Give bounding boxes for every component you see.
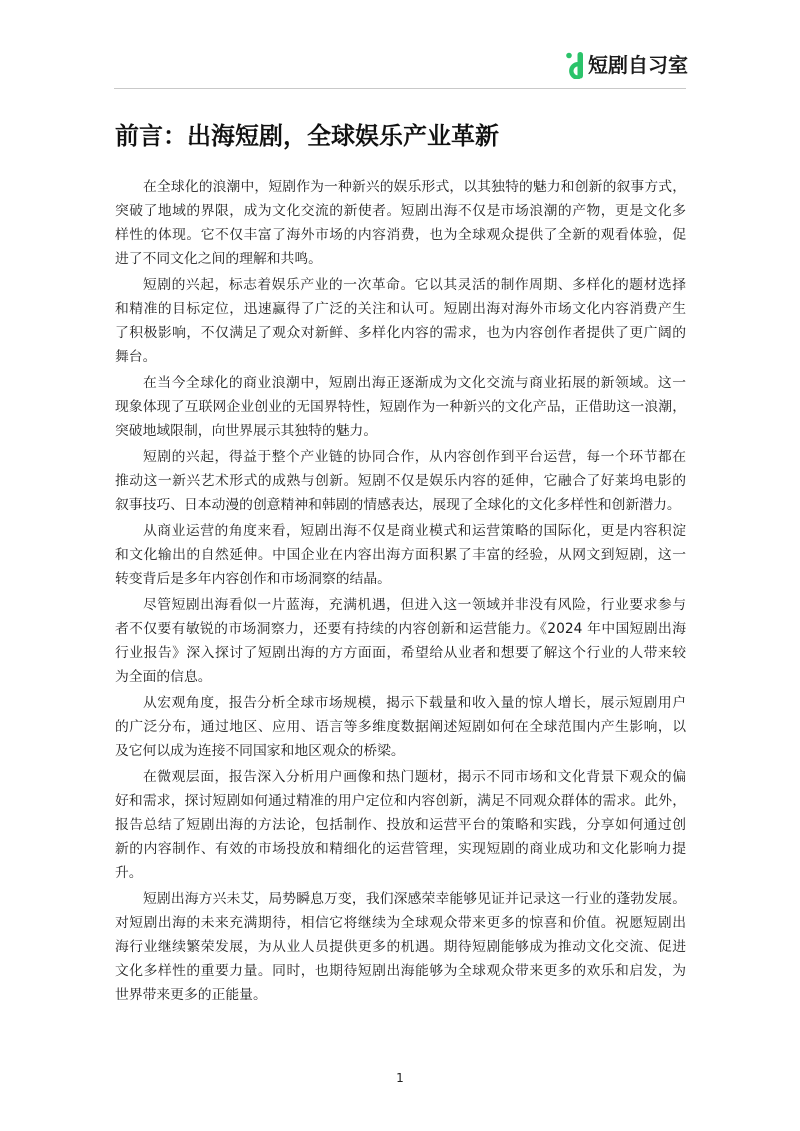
text-line: 突破地域限制，向世界展示其独特的魅力。: [115, 423, 378, 439]
text-line: 世界带来更多的正能量。: [115, 987, 267, 1003]
text-line: 者不仅要有敏锐的市场洞察力，还要有持续的内容创新和运营能力。《2024 年中国短剧出海: [115, 621, 686, 637]
text-line: 报告总结了短剧出海的方法论，包括制作、投放和运营平台的策略和实践，分享如何通过创: [115, 817, 686, 833]
text-line: 尽管短剧出海看似一片蓝海，充满机遇，但进入这一领域并非没有风险，行业要求参与: [143, 597, 686, 613]
text-line: 升。: [115, 865, 143, 881]
text-line: 好和需求，探讨短剧如何通过精准的用户定位和内容创新，满足不同观众群体的需求。此外，: [115, 793, 686, 809]
text-line: 突破了地域的界限，成为文化交流的新使者。短剧出海不仅是市场浪潮的产物，更是文化多: [115, 203, 686, 219]
text-line: 行业报告》深入探讨了短剧出海的方方面面，希望给从业者和想要了解这个行业的人带来较: [115, 645, 686, 661]
text-line: 文化多样性的重要力量。同时，也期待短剧出海能够为全球观众带来更多的欢乐和启发，为: [115, 963, 686, 979]
text-line: 和文化输出的自然延伸。中国企业在内容出海方面积累了丰富的经验，从网文到短剧，这一: [115, 547, 686, 563]
text-line: 进了不同文化之间的理解和共鸣。: [115, 251, 322, 267]
text-line: 短剧的兴起，标志着娱乐产业的一次革命。它以其灵活的制作周期、多样化的题材选择: [143, 277, 686, 293]
text-line: 短剧的兴起，得益于整个产业链的协同合作，从内容创作到平台运营，每一个环节都在: [143, 449, 686, 465]
header-divider: [114, 88, 686, 89]
text-line: 现象体现了互联网企业创业的无国界特性，短剧作为一种新兴的文化产品，正借助这一浪潮，: [115, 399, 686, 415]
text-line: 在全球化的浪潮中，短剧作为一种新兴的娱乐形式，以其独特的魅力和创新的叙事方式，: [143, 179, 686, 195]
paragraph-3: [115, 371, 686, 443]
brand-logo-icon: [565, 51, 584, 79]
text-line: 新的内容制作、有效的市场投放和精细化的运营管理，实现短剧的商业成功和文化影响力提: [115, 841, 686, 857]
text-line: 在微观层面，报告深入分析用户画像和热门题材，揭示不同市场和文化背景下观众的偏: [143, 769, 686, 785]
text-line: 从宏观角度，报告分析全球市场规模，揭示下载量和收入量的惊人增长，展示短剧用户: [143, 695, 686, 711]
page-title: 前言：出海短剧，全球娱乐产业革新: [115, 122, 499, 150]
paragraph-1: [115, 175, 686, 271]
text-line: 转变背后是多年内容创作和市场洞察的结晶。: [115, 571, 391, 587]
paragraph-8: [115, 765, 686, 885]
text-line: 的广泛分布，通过地区、应用、语言等多维度数据阐述短剧如何在全球范围内产生影响，以: [115, 719, 686, 735]
text-line: 样性的体现。它不仅丰富了海外市场的内容消费，也为全球观众提供了全新的观看体验，促: [115, 227, 686, 243]
paragraph-6: [115, 593, 686, 689]
text-line: 为全面的信息。: [115, 669, 212, 685]
text-line: 叙事技巧、日本动漫的创意精神和韩剧的情感表达，展现了全球化的文化多样性和创新潜力。: [115, 497, 681, 513]
text-line: 推动这一新兴艺术形式的成熟与创新。短剧不仅是娱乐内容的延伸，它融合了好莱坞电影的: [115, 473, 686, 489]
paragraph-9: [115, 887, 686, 1007]
text-line: 短剧出海方兴未艾，局势瞬息万变，我们深感荣幸能够见证并记录这一行业的蓬勃发展。: [143, 891, 686, 907]
page-number: 1: [396, 1071, 404, 1085]
paragraph-4: [115, 445, 686, 517]
paragraph-2: [115, 273, 686, 369]
text-line: 了积极影响，不仅满足了观众对新鲜、多样化内容的需求，也为内容创作者提供了更广阔的: [115, 325, 686, 341]
text-line: 舞台。: [115, 349, 157, 365]
text-line: 及它何以成为连接不同国家和地区观众的桥梁。: [115, 743, 405, 759]
text-line: 在当今全球化的商业浪潮中，短剧出海正逐渐成为文化交流与商业拓展的新领域。这一: [143, 375, 686, 391]
brand-logo: [565, 50, 687, 80]
text-line: 和精准的目标定位，迅速赢得了广泛的关注和认可。短剧出海对海外市场文化内容消费产生: [115, 301, 686, 317]
brand-name: 短剧自习室: [588, 53, 688, 77]
paragraph-5: [115, 519, 686, 591]
paragraph-7: [115, 691, 686, 763]
text-line: 对短剧出海的未来充满期待，相信它将继续为全球观众带来更多的惊喜和价值。祝愿短剧出: [115, 915, 686, 931]
text-line: 从商业运营的角度来看，短剧出海不仅是商业模式和运营策略的国际化，更是内容积淀: [143, 523, 686, 539]
body-text: [115, 175, 686, 1009]
text-line: 海行业继续繁荣发展，为从业人员提供更多的机遇。期待短剧能够成为推动文化交流、促进: [115, 939, 686, 955]
